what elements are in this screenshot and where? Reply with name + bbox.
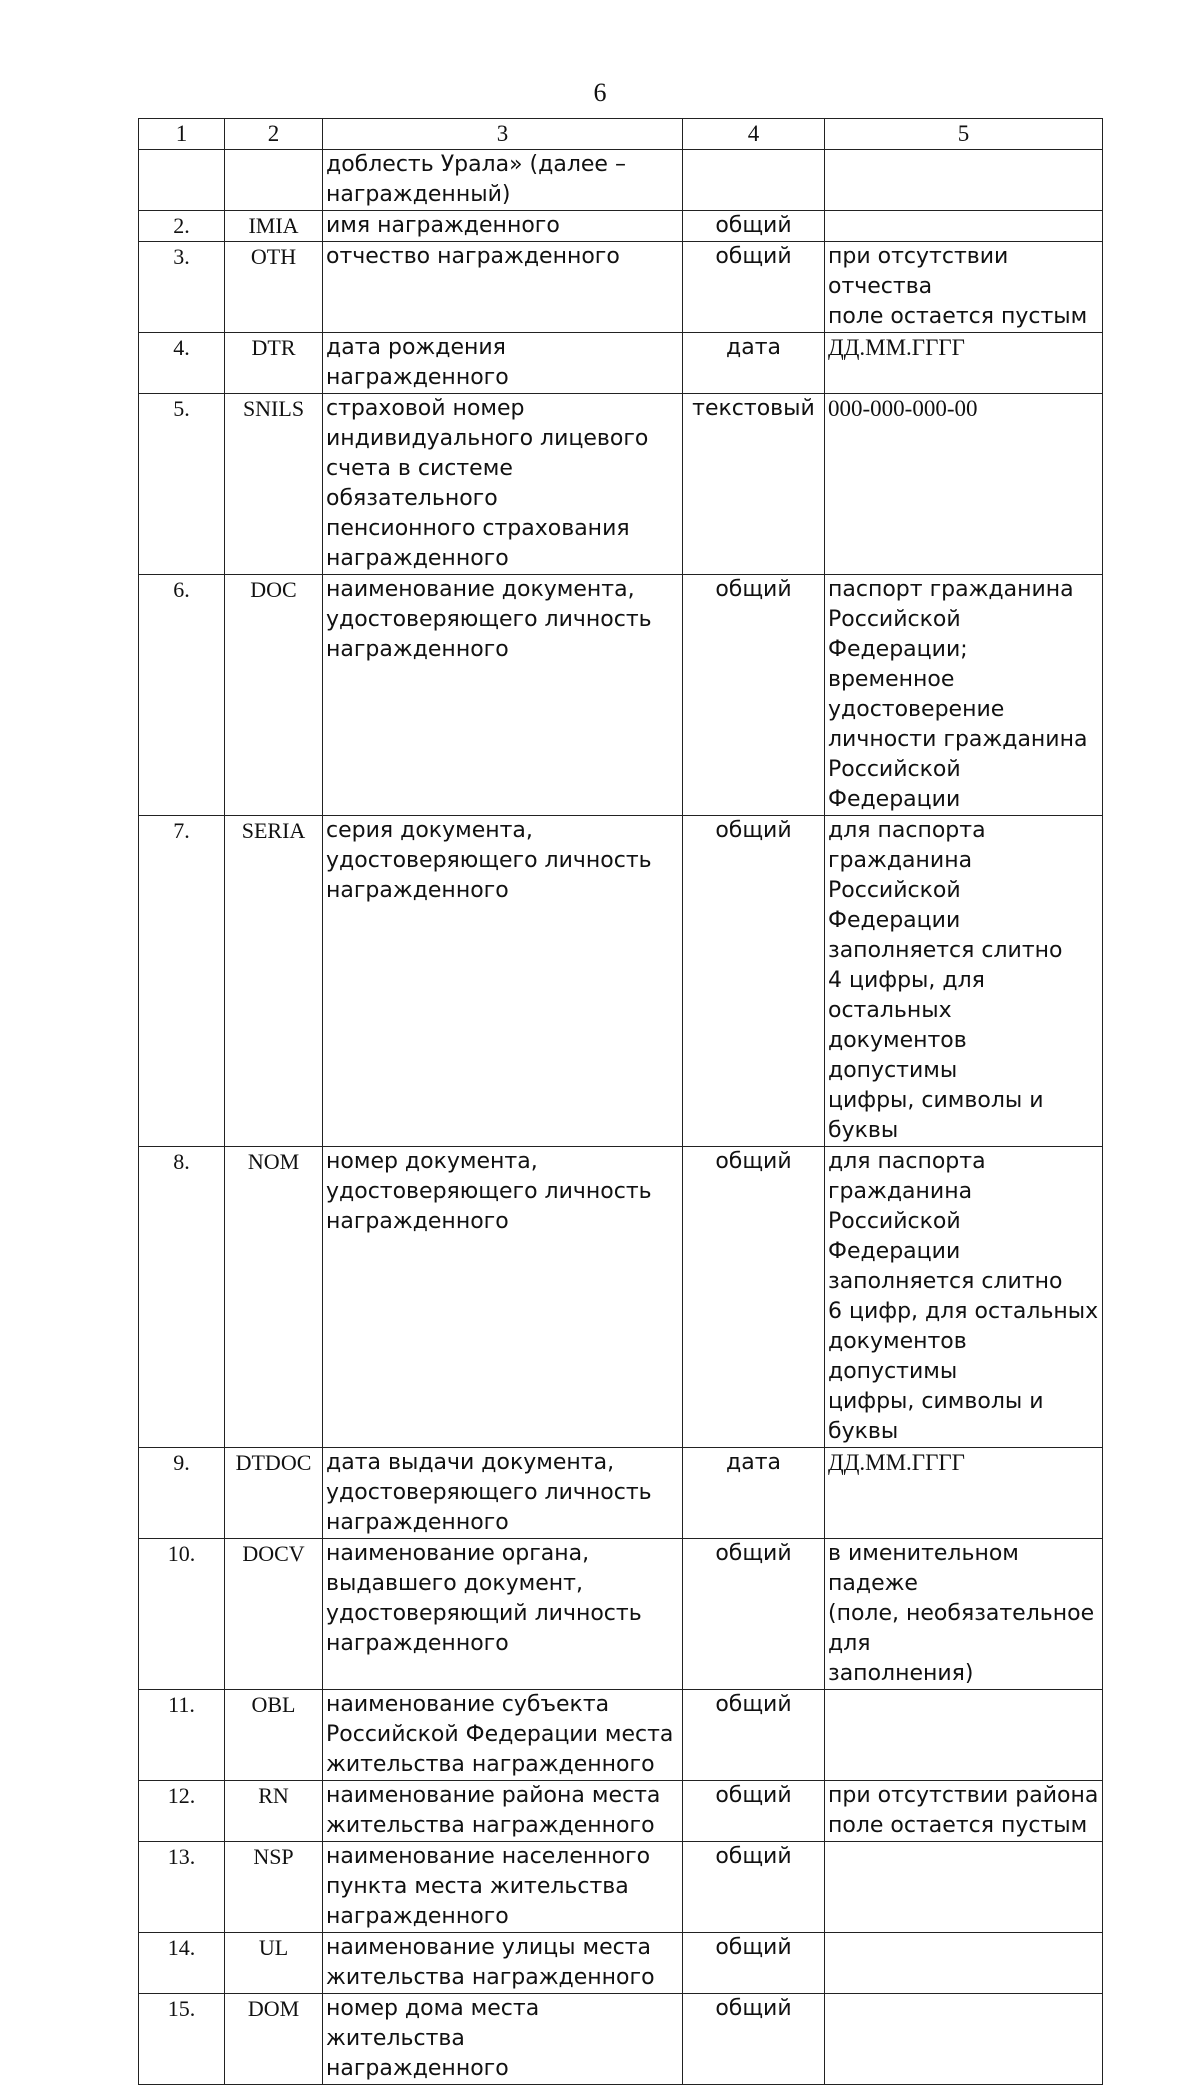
table-row	[139, 575, 1103, 816]
field-code: IMIA	[225, 211, 323, 242]
field-note	[825, 211, 1103, 242]
row-number: 9.	[139, 1448, 225, 1539]
field-description: наименование района места жительства награжденного	[323, 1781, 683, 1842]
table-row	[139, 242, 1103, 333]
table-row	[139, 1994, 1103, 2085]
page-number: 6	[593, 78, 607, 107]
field-type: общий	[683, 1933, 825, 1994]
row-number: 6.	[139, 575, 225, 816]
table-row	[139, 1448, 1103, 1539]
field-type: общий	[683, 211, 825, 242]
column-header-5: 5	[825, 119, 1103, 150]
field-note	[825, 1933, 1103, 1994]
field-code: NOM	[225, 1147, 323, 1448]
field-note: ДД.ММ.ГГГГ	[825, 333, 1103, 394]
field-description: имя награжденного	[323, 211, 683, 242]
column-header-4: 4	[683, 119, 825, 150]
column-header-3: 3	[323, 119, 683, 150]
table-row	[139, 1690, 1103, 1781]
field-code: OTH	[225, 242, 323, 333]
field-note: при отсутствии отчества поле остается пустым	[825, 242, 1103, 333]
table-row	[139, 150, 1103, 211]
field-code: DTDOC	[225, 1448, 323, 1539]
row-number: 13.	[139, 1842, 225, 1933]
field-description: наименование субъекта Российской Федерации места жительства награжденного	[323, 1690, 683, 1781]
table-row	[139, 1147, 1103, 1448]
row-number: 15.	[139, 1994, 225, 2085]
field-code: DOC	[225, 575, 323, 816]
field-description: дата рождения награжденного	[323, 333, 683, 394]
table-header-row	[139, 119, 1103, 150]
field-description: серия документа, удостоверяющего личность награжденного	[323, 816, 683, 1147]
field-note	[825, 1842, 1103, 1933]
table-row	[139, 1539, 1103, 1690]
field-type: дата	[683, 1448, 825, 1539]
table-row	[139, 1933, 1103, 1994]
row-number: 10.	[139, 1539, 225, 1690]
row-number: 3.	[139, 242, 225, 333]
field-description: номер дома места жительства награжденного	[323, 1994, 683, 2085]
field-description: наименование улицы места жительства награжденного	[323, 1933, 683, 1994]
field-description: страховой номер индивидуального лицевого счета в системе обязательного пенсионного страхования награжденного	[323, 394, 683, 575]
fields-table	[138, 118, 1103, 2085]
field-type: общий	[683, 1994, 825, 2085]
field-code: DOM	[225, 1994, 323, 2085]
row-number: 5.	[139, 394, 225, 575]
row-number: 12.	[139, 1781, 225, 1842]
field-code: NSP	[225, 1842, 323, 1933]
field-note: 000-000-000-00	[825, 394, 1103, 575]
field-note: для паспорта гражданина Российской Федерации заполняется слитно 6 цифр, для остальных документов допустимы цифры, символы и буквы	[825, 1147, 1103, 1448]
field-note: в именительном падеже (поле, необязательное для заполнения)	[825, 1539, 1103, 1690]
field-type: общий	[683, 1147, 825, 1448]
column-header-2: 2	[225, 119, 323, 150]
field-note: паспорт гражданина Российской Федерации; временное удостоверение личности гражданина Российской Федерации	[825, 575, 1103, 816]
table-row	[139, 1781, 1103, 1842]
table-row	[139, 816, 1103, 1147]
field-code: DTR	[225, 333, 323, 394]
field-type: дата	[683, 333, 825, 394]
row-number: 11.	[139, 1690, 225, 1781]
row-number: 4.	[139, 333, 225, 394]
field-code	[225, 150, 323, 211]
row-number	[139, 150, 225, 211]
field-type: текстовый	[683, 394, 825, 575]
field-type: общий	[683, 575, 825, 816]
row-number: 8.	[139, 1147, 225, 1448]
row-number: 2.	[139, 211, 225, 242]
field-type: общий	[683, 242, 825, 333]
table-row	[139, 333, 1103, 394]
field-code: UL	[225, 1933, 323, 1994]
field-note	[825, 1994, 1103, 2085]
field-code: RN	[225, 1781, 323, 1842]
field-type: общий	[683, 1690, 825, 1781]
field-type: общий	[683, 1781, 825, 1842]
field-note	[825, 150, 1103, 211]
field-type	[683, 150, 825, 211]
field-type: общий	[683, 1842, 825, 1933]
field-description: дата выдачи документа, удостоверяющего личность награжденного	[323, 1448, 683, 1539]
field-type: общий	[683, 1539, 825, 1690]
field-description: наименование населенного пункта места жительства награжденного	[323, 1842, 683, 1933]
field-description: доблесть Урала» (далее – награжденный)	[323, 150, 683, 211]
field-code: DOCV	[225, 1539, 323, 1690]
field-note: для паспорта гражданина Российской Федерации заполняется слитно 4 цифры, для остальных документов допустимы цифры, символы и буквы	[825, 816, 1103, 1147]
field-code: SNILS	[225, 394, 323, 575]
column-header-1: 1	[139, 119, 225, 150]
field-description: наименование органа, выдавшего документ, удостоверяющий личность награжденного	[323, 1539, 683, 1690]
field-description: наименование документа, удостоверяющего личность награжденного	[323, 575, 683, 816]
field-code: OBL	[225, 1690, 323, 1781]
field-code: SERIA	[225, 816, 323, 1147]
row-number: 7.	[139, 816, 225, 1147]
field-note: при отсутствии района поле остается пустым	[825, 1781, 1103, 1842]
row-number: 14.	[139, 1933, 225, 1994]
table-row	[139, 1842, 1103, 1933]
field-description: номер документа, удостоверяющего личность награжденного	[323, 1147, 683, 1448]
field-note	[825, 1690, 1103, 1781]
field-type: общий	[683, 816, 825, 1147]
field-note: ДД.ММ.ГГГГ	[825, 1448, 1103, 1539]
table-row	[139, 394, 1103, 575]
field-description: отчество награжденного	[323, 242, 683, 333]
table-row	[139, 211, 1103, 242]
